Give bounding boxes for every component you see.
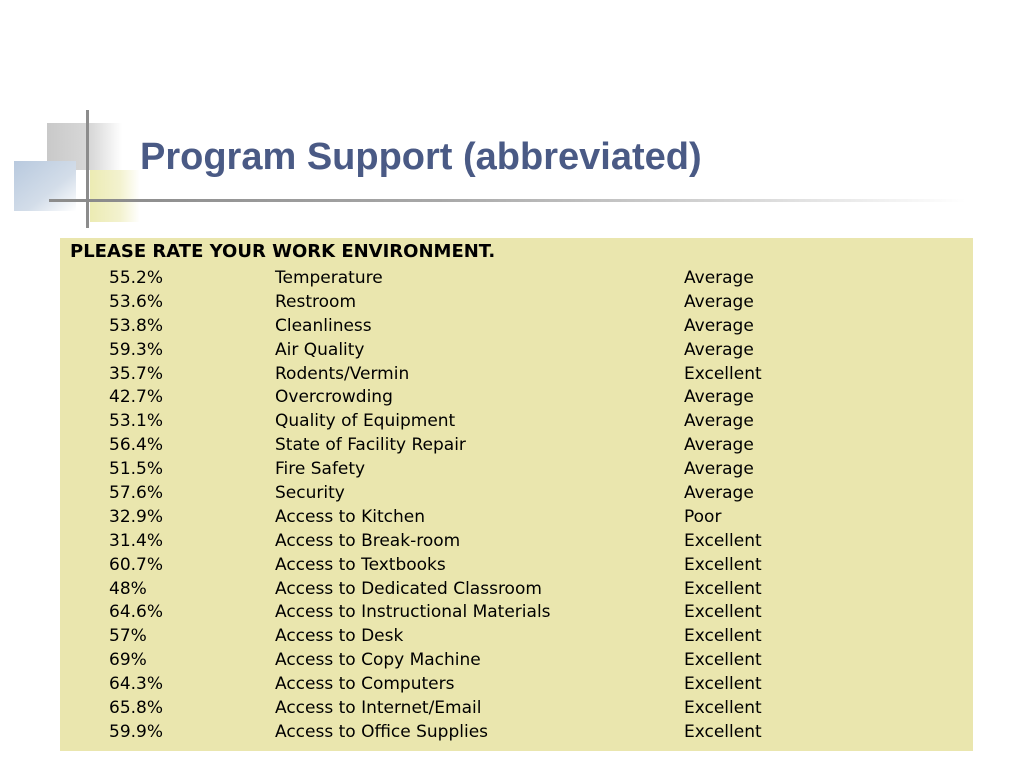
rating-value: Excellent bbox=[684, 674, 762, 695]
list-item bbox=[60, 601, 973, 625]
item-label: State of Facility Repair bbox=[275, 435, 466, 456]
percent-value: 60.7% bbox=[109, 554, 164, 575]
item-label: Restroom bbox=[275, 291, 357, 312]
rating-value: Excellent bbox=[684, 530, 762, 551]
item-label: Access to Textbooks bbox=[275, 554, 446, 575]
item-label: Fire Safety bbox=[275, 459, 366, 480]
yellow-square-decoration bbox=[90, 170, 140, 222]
vertical-rule-decoration bbox=[86, 110, 89, 228]
item-label: Quality of Equipment bbox=[275, 411, 456, 432]
percent-value: 42.7% bbox=[109, 387, 164, 408]
blue-square-decoration bbox=[14, 161, 76, 211]
list-item bbox=[60, 315, 973, 339]
percent-value: 65.8% bbox=[109, 698, 164, 719]
percent-value: 32.9% bbox=[109, 506, 164, 527]
percent-value: 55.2% bbox=[109, 268, 164, 288]
rating-value: Average bbox=[684, 291, 754, 312]
list-item bbox=[60, 410, 973, 434]
list-item bbox=[60, 649, 973, 673]
list-item bbox=[60, 434, 973, 458]
percent-value: 53.6% bbox=[109, 291, 164, 312]
panel-heading: PLEASE RATE YOUR WORK ENVIRONMENT. bbox=[70, 241, 496, 262]
rating-value: Poor bbox=[684, 506, 722, 527]
percent-value: 56.4% bbox=[109, 435, 164, 456]
item-label: Access to Office Supplies bbox=[275, 721, 489, 742]
decorative-squares bbox=[0, 100, 140, 240]
list-item bbox=[60, 625, 973, 649]
item-label: Access to Internet/Email bbox=[275, 698, 482, 719]
item-label: Overcrowding bbox=[275, 387, 393, 408]
rating-value: Excellent bbox=[684, 650, 762, 671]
list-item bbox=[60, 458, 973, 482]
rating-value: Average bbox=[684, 387, 754, 408]
percent-value: 53.1% bbox=[109, 411, 164, 432]
rating-value: Excellent bbox=[684, 626, 762, 647]
percent-value: 48% bbox=[109, 578, 147, 599]
rating-value: Average bbox=[684, 435, 754, 456]
rating-panel bbox=[60, 238, 973, 751]
list-item bbox=[60, 291, 973, 315]
percent-value: 64.6% bbox=[109, 602, 164, 623]
rating-value: Excellent bbox=[684, 554, 762, 575]
rating-value: Average bbox=[684, 268, 754, 288]
percent-value: 57.6% bbox=[109, 483, 164, 504]
item-label: Rodents/Vermin bbox=[275, 363, 410, 384]
percent-value: 31.4% bbox=[109, 530, 164, 551]
rating-value: Average bbox=[684, 411, 754, 432]
percent-value: 53.8% bbox=[109, 315, 164, 336]
list-item bbox=[60, 673, 973, 697]
title-underline-rule bbox=[86, 199, 966, 202]
rating-value: Average bbox=[684, 483, 754, 504]
list-item bbox=[60, 267, 973, 291]
item-label: Access to Copy Machine bbox=[275, 650, 481, 671]
slide-title: Program Support (abbreviated) bbox=[140, 136, 702, 178]
item-label: Cleanliness bbox=[275, 315, 372, 336]
rating-list bbox=[60, 267, 973, 745]
list-item bbox=[60, 506, 973, 530]
rating-value: Excellent bbox=[684, 721, 762, 742]
rating-value: Excellent bbox=[684, 698, 762, 719]
list-item bbox=[60, 530, 973, 554]
rating-value: Excellent bbox=[684, 578, 762, 599]
item-label: Access to Instructional Materials bbox=[275, 602, 551, 623]
percent-value: 57% bbox=[109, 626, 147, 647]
list-item bbox=[60, 363, 973, 387]
rating-value: Average bbox=[684, 459, 754, 480]
list-item bbox=[60, 721, 973, 745]
list-item bbox=[60, 339, 973, 363]
item-label: Access to Dedicated Classroom bbox=[275, 578, 542, 599]
item-label: Access to Kitchen bbox=[275, 506, 425, 527]
rating-value: Excellent bbox=[684, 363, 762, 384]
rating-value: Average bbox=[684, 315, 754, 336]
item-label: Access to Break-room bbox=[275, 530, 461, 551]
rating-value: Excellent bbox=[684, 602, 762, 623]
percent-value: 69% bbox=[109, 650, 147, 671]
item-label: Security bbox=[275, 483, 345, 504]
list-item bbox=[60, 578, 973, 602]
percent-value: 51.5% bbox=[109, 459, 164, 480]
list-item bbox=[60, 697, 973, 721]
percent-value: 59.3% bbox=[109, 339, 164, 360]
percent-value: 35.7% bbox=[109, 363, 164, 384]
rating-value: Average bbox=[684, 339, 754, 360]
item-label: Access to Computers bbox=[275, 674, 455, 695]
item-label: Access to Desk bbox=[275, 626, 404, 647]
percent-value: 64.3% bbox=[109, 674, 164, 695]
percent-value: 59.9% bbox=[109, 721, 164, 742]
list-item bbox=[60, 386, 973, 410]
item-label: Air Quality bbox=[275, 339, 365, 360]
list-item bbox=[60, 482, 973, 506]
item-label: Temperature bbox=[275, 268, 383, 288]
list-item bbox=[60, 554, 973, 578]
